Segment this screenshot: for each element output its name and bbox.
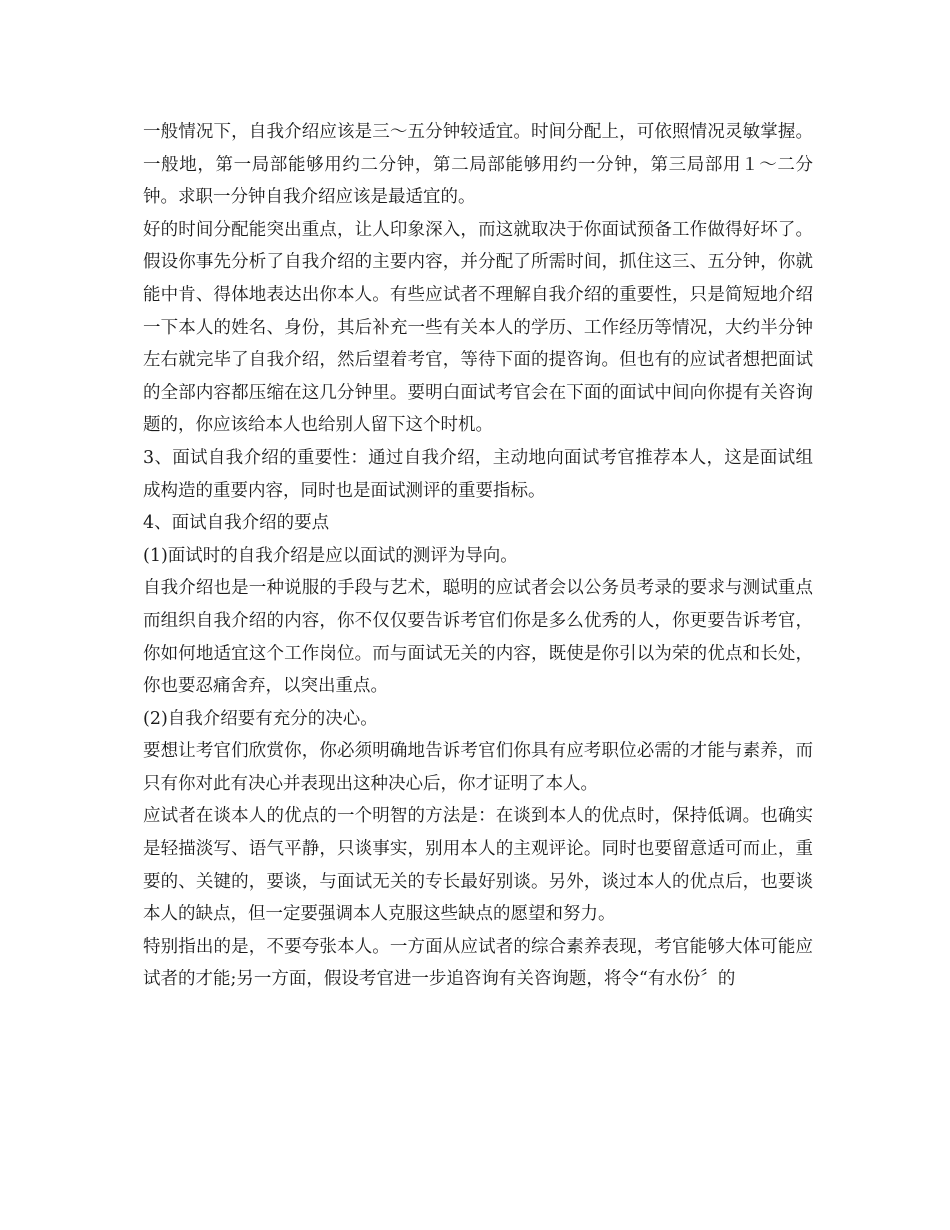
paragraph-point-1-heading: (1)面试时的自我介绍是应以面试的测评为导向。 (143, 545, 518, 566)
paragraph-point-1-body: 自我介绍也是一种说服的手段与艺术，聪明的应试者会以公务员考录的要求与测试重点而组织自我介绍的内容，你不仅仅要告诉考官们你是多么优秀的人，你更要告诉考官，你如何地适宜这个工作岗位。而与面试无关的内容，既使是你引以为荣的优点和长处，你也要忍痛舍弃，以突出重点。 (143, 578, 813, 697)
paragraph-no-exaggeration: 特别指出的是，不要夸张本人。一方面从应试者的综合素养表现，考官能够大体可能应试者的才能;另一方面，假设考官进一步追咨询有关咨询题，将令“有水份〞的 (143, 936, 813, 990)
document-body (143, 116, 813, 996)
paragraph-point-2-heading: (2)自我介绍要有充分的决心。 (143, 708, 378, 729)
paragraph-time-allocation: 一般情况下，自我介绍应该是三～五分钟较适宜。时间分配上，可依照情况灵敏掌握。一般地，第一局部能够用约二分钟，第二局部能够用约一分钟，第三局部用１～二分钟。求职一分钟自我介绍应该是最适宜的。 (143, 122, 813, 208)
paragraph-strengths-method: 应试者在谈本人的优点的一个明智的方法是：在谈到本人的优点时，保持低调。也确实是轻描淡写、语气平静，只谈事实，别用本人的主观评论。同时也要留意适可而止，重要的、关键的，要谈，与面试无关的专长最好别谈。另外，谈过本人的优点后，也要谈本人的缺点，但一定要强调本人克服这些缺点的愿望和努力。 (143, 806, 813, 925)
paragraph-time-distribution: 好的时间分配能突出重点，让人印象深入，而这就取决于你面试预备工作做得好坏了。假设你事先分析了自我介绍的主要内容，并分配了所需时间，抓住这三、五分钟，你就能中肯、得体地表达出你本人。有些应试者不理解自我介绍的重要性，只是简短地介绍一下本人的姓名、身份，其后补充一些有关本人的学历、工作经历等情况，大约半分钟左右就完毕了自我介绍，然后望着考官，等待下面的提咨询。但也有的应试者想把面试的全部内容都压缩在这几分钟里。要明白面试考官会在下面的面试中间向你提有关咨询题的，你应该给本人也给别人留下这个时机。 (143, 219, 813, 436)
paragraph-importance: 3、面试自我介绍的重要性：通过自我介绍，主动地向面试考官推荐本人，这是面试组成构造的重要内容，同时也是面试测评的重要指标。 (143, 447, 813, 501)
paragraph-key-points-heading: 4、面试自我介绍的要点 (143, 513, 330, 534)
paragraph-point-2-body: 要想让考官们欣赏你，你必须明确地告诉考官们你具有应考职位必需的才能与素养，而只有你对此有决心并表现出这种决心后，你才证明了本人。 (143, 741, 813, 794)
